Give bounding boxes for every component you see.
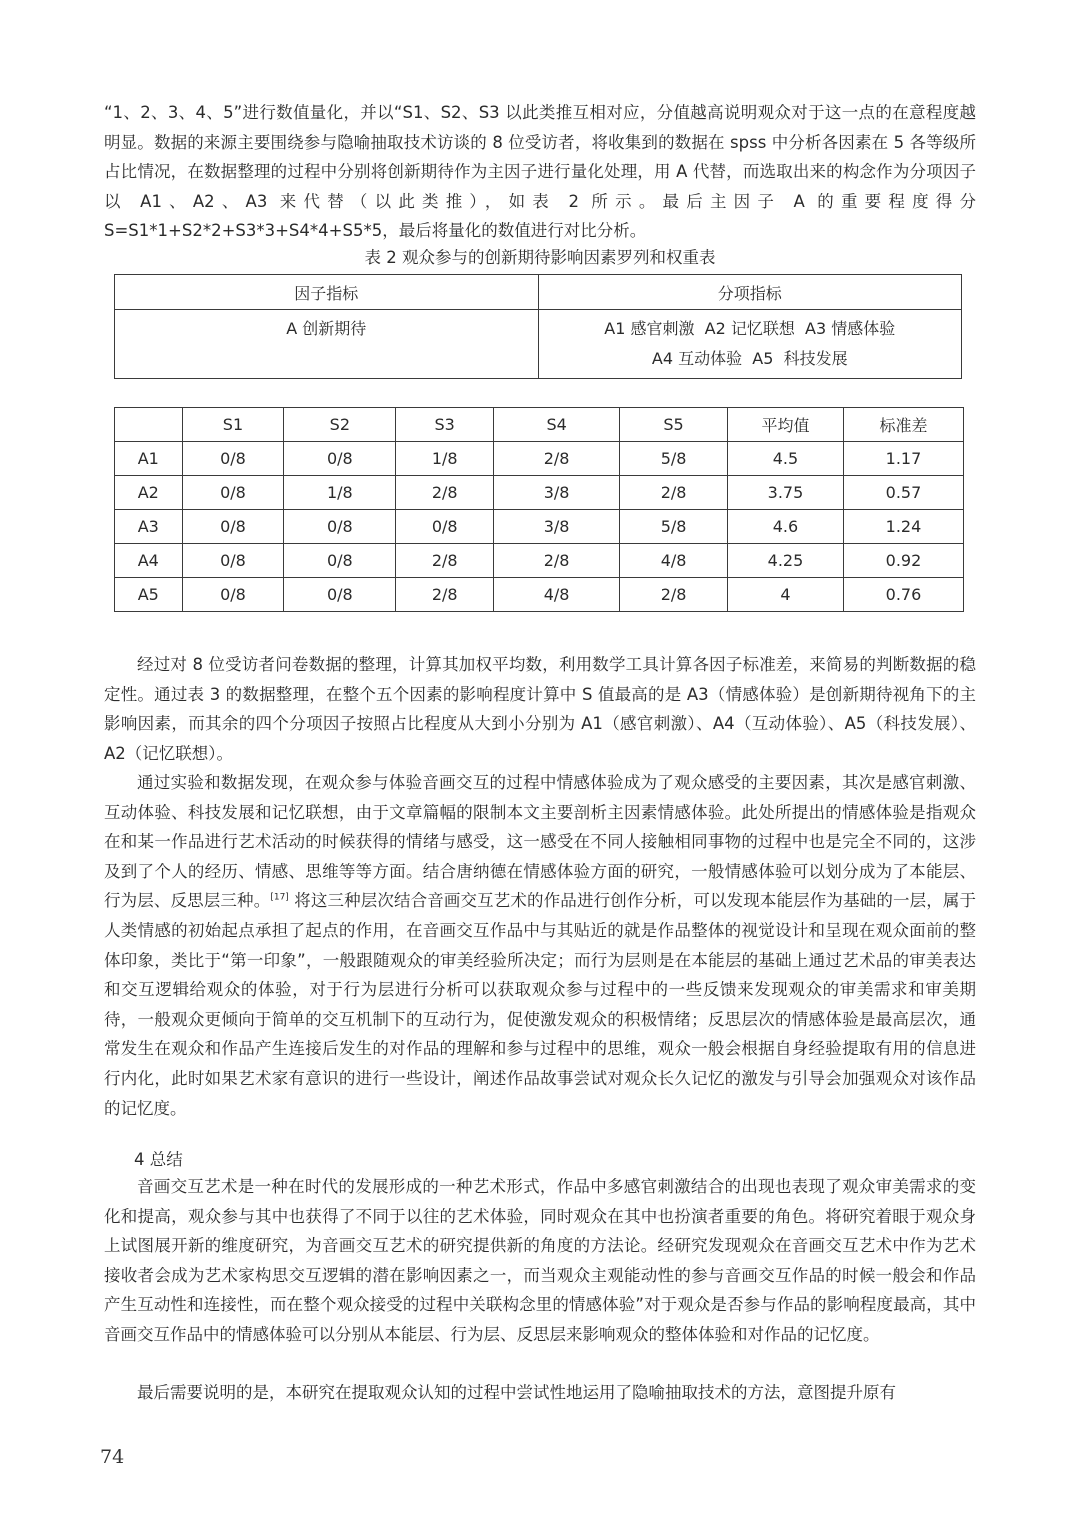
table-cell: 4.6 — [728, 510, 844, 544]
table-row — [115, 544, 964, 578]
factor-index-table — [114, 274, 962, 379]
table-cell: 3.75 — [728, 476, 844, 510]
table-cell: 0/8 — [284, 510, 396, 544]
paragraph-analysis: 经过对 8 位受访者问卷数据的整理，计算其加权平均数，利用数学工具计算各因子标准差，来简易的判断数据的稳定性。通过表 3 的数据整理，在整个五个因素的影响程度计算中 S 值最高的是 A3（情感体验）是创新期待视角下的主影响因素，而其余的四个分项因子按照占比程度从大到小分别为 A1（感官刺激）、A4（互动体验）、A5（科技发展）、A2（记忆联想）。 — [104, 655, 976, 763]
row-label-cell: A2 — [115, 476, 183, 510]
table-cell: 4/8 — [494, 578, 620, 612]
paragraph-data-quantification: “1、2、3、4、5”进行数值量化，并以“S1、S2、S3 以此类推互相对应，分值越高说明观众对于这一点的在意程度越明显。数据的来源主要围绕参与隐喻抽取技术访谈的 8 位受访者，将收集到的数据在 spss 中分析各因素在 5 各等级所占比情况，在数据整理的过程中分别将创新期待作为主因子进行量化处理，用 A 代替，而选取出来的构念作为分项因子以 A1、A2、A3 来代替（以此类推），如表 2 所示。最后主因子 A 的重要程度得分S=S1*1+S2*2+S3*3+S4*4+S5*5，最后将量化的数值进行对比分析。 — [104, 103, 976, 241]
table-row — [115, 510, 964, 544]
page-number: 74 — [100, 1446, 125, 1468]
table-cell: 0.57 — [843, 476, 963, 510]
table-cell: 2/8 — [396, 476, 494, 510]
paragraph-summary: 音画交互艺术是一种在时代的发展形成的一种艺术形式，作品中多感官刺激结合的出现也表现了观众审美需求的变化和提高，观众参与其中也获得了不同于以往的艺术体验，同时观众在其中也扮演者重要的角色。将研究着眼于观众身上试图展开新的维度研究，为音画交互艺术的研究提供新的角度的方法论。经研究发现观众在音画交互艺术中作为艺术接收者会成为艺术家构思交互逻辑的潜在影响因素之一，而当观众主观能动性的参与音画交互作品的时候一般会和作品产生互动性和连接性，而在整个观众接受的过程中关联构念里的情感体验”对于观众是否参与作品的影响程度最高，其中音画交互作品中的情感体验可以分别从本能层、行为层、反思层来影响观众的整体体验和对作品的记忆度。 — [104, 1177, 976, 1344]
table-cell: 2/8 — [396, 544, 494, 578]
table-cell: 0/8 — [396, 510, 494, 544]
table-cell: 0/8 — [284, 578, 396, 612]
table-cell: 1/8 — [396, 442, 494, 476]
table-cell: 2/8 — [620, 476, 728, 510]
paragraph-emotional-experience — [104, 768, 976, 1123]
paragraph-final-note: 最后需要说明的是，本研究在提取观众认知的过程中尝试性地运用了隐喻抽取技术的方法，意图提升原有 — [137, 1383, 896, 1402]
header-cell: S3 — [396, 408, 494, 442]
table-cell: 1.24 — [843, 510, 963, 544]
table-cell: 2/8 — [494, 442, 620, 476]
table-cell: 3/8 — [494, 476, 620, 510]
table-cell: 0.76 — [843, 578, 963, 612]
table-cell: 0/8 — [284, 544, 396, 578]
row-label-cell: A3 — [115, 510, 183, 544]
section-heading-summary: 4 总结 — [134, 1150, 183, 1169]
table-cell: 3/8 — [494, 510, 620, 544]
table-cell: 5/8 — [620, 442, 728, 476]
factor-cell: A 创新期待 — [115, 310, 539, 379]
table-cell: 0/8 — [182, 544, 284, 578]
paragraph-text-part-1: 通过实验和数据发现，在观众参与体验音画交互的过程中情感体验成为了观众感受的主要因素，其次是感官刺激、互动体验、科技发展和记忆联想，由于文章篇幅的限制本文主要剖析主因素情感体验。此处所提出的情感体验是指观众在和某一作品进行艺术活动的时候获得的情绪与感受，这一感受在不同人接触相同事物的过程中也是完全不同的，这涉及到了个人的经历、情感、思维等等方面。结合唐纳德在情感体验方面的研究，一般情感体验可以划分成为了本能层、行为层、反思层三种。 — [104, 773, 976, 911]
table-cell: 4/8 — [620, 544, 728, 578]
header-cell: S5 — [620, 408, 728, 442]
table-cell: 1/8 — [284, 476, 396, 510]
table-cell: 0.92 — [843, 544, 963, 578]
table-cell: 5/8 — [620, 510, 728, 544]
sub-index-line-1: A1 感官刺激 A2 记忆联想 A3 情感体验 — [604, 319, 896, 338]
table-cell: 0/8 — [182, 476, 284, 510]
header-cell: 平均值 — [728, 408, 844, 442]
table-row — [115, 442, 964, 476]
table-cell: 2/8 — [494, 544, 620, 578]
paragraph-text-part-2: 将这三种层次结合音画交互艺术的作品进行创作分析，可以发现本能层作为基础的一层，属于人类情感的初始起点承担了起点的作用，在音画交互作品中与其贴近的就是作品整体的视觉设计和呈现在观众面前的整体印象，类比于“第一印象”，一般跟随观众的审美经验所决定；而行为层则是在本能层的基础上通过艺术品的审美表达和交互逻辑给观众的体验，对于行为层进行分析可以获取观众参与过程中的一些反馈来发现观众的审美需求和审美期待，一般观众更倾向于简单的交互机制下的互动行为，促使激发观众的积极情绪；反思层次的情感体验是最高层次，通常发生在观众和作品产生连接后发生的对作品的理解和参与过程中的思维，观众一般会根据自身经验提取有用的信息进行内化，此时如果艺术家有意识的进行一些设计，阐述作品故事尝试对观众长久记忆的激发与引导会加强观众对该作品的记忆度。 — [104, 891, 976, 1118]
header-cell: S2 — [284, 408, 396, 442]
table-cell: 4.25 — [728, 544, 844, 578]
table-cell: 1.17 — [843, 442, 963, 476]
table-cell: 0/8 — [182, 510, 284, 544]
sub-index-line-2: A4 互动体验 A5 科技发展 — [651, 349, 848, 368]
table-cell: 2/8 — [396, 578, 494, 612]
table-cell: 0/8 — [182, 442, 284, 476]
citation-reference: [17] — [270, 892, 289, 903]
sub-index-cell — [538, 310, 962, 379]
header-cell: 标准差 — [843, 408, 963, 442]
table-row — [115, 578, 964, 612]
table-cell: 4.5 — [728, 442, 844, 476]
header-sub-index: 分项指标 — [538, 275, 962, 310]
header-cell: S4 — [494, 408, 620, 442]
header-cell: S1 — [182, 408, 284, 442]
table-cell: 2/8 — [620, 578, 728, 612]
table-cell: 0/8 — [284, 442, 396, 476]
row-label-cell: A1 — [115, 442, 183, 476]
table-header-row — [115, 408, 964, 442]
table-row — [115, 476, 964, 510]
row-label-cell: A4 — [115, 544, 183, 578]
table-cell: 0/8 — [182, 578, 284, 612]
header-factor-index: 因子指标 — [115, 275, 539, 310]
table-row — [115, 275, 962, 310]
score-distribution-table — [114, 407, 964, 612]
header-cell — [115, 408, 183, 442]
table-row — [115, 310, 962, 379]
table-2-caption: 表 2 观众参与的创新期待影响因素罗列和权重表 — [364, 248, 716, 267]
row-label-cell: A5 — [115, 578, 183, 612]
table-cell: 4 — [728, 578, 844, 612]
